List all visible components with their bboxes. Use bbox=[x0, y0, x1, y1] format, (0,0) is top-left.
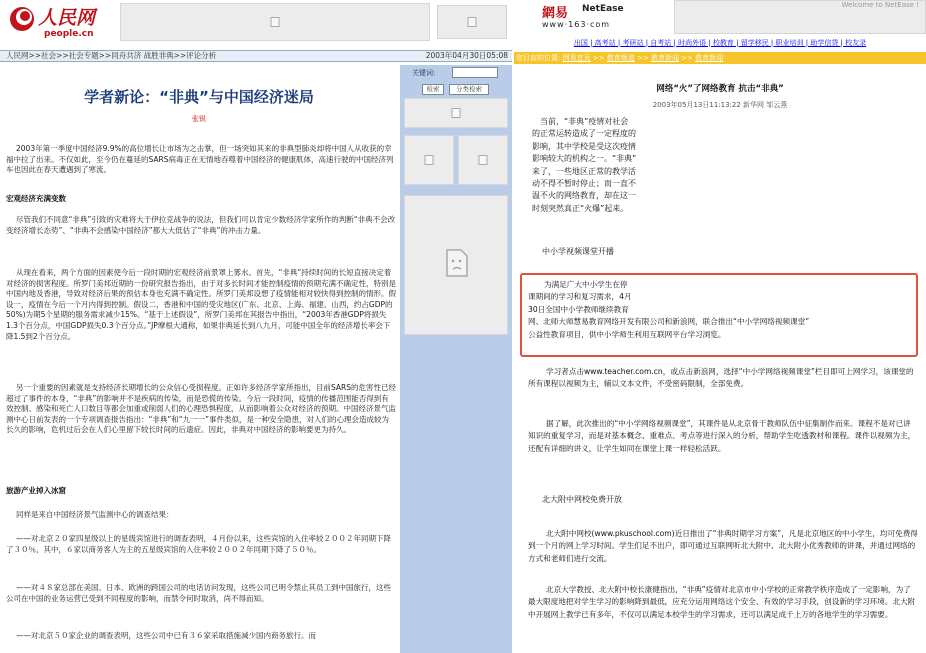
article-paragraph: 北京大学教授、北大附中校长康健指出，“非典”疫情对北京市中小学校的正常教学秩序造成了一定影响，为了最大限度地把对学生学习的影响降到最低，应充分运用网络这个安全、有效的学习手段，创设新的学习环境。北大附中开展网上教学已有多年，不仅可以满足本校学生的学习需求，还可以满足成千上万的各地学生的学习需要。 bbox=[528, 585, 916, 619]
article-title: 学者新论：“非典”与中国经济迷局 bbox=[84, 88, 314, 106]
location-link-edu[interactable]: 教育频道 bbox=[606, 54, 635, 62]
broken-image-icon bbox=[452, 108, 461, 118]
intro-line: 温不火的网络教育，却在这一 bbox=[532, 191, 636, 201]
broken-image-icon bbox=[479, 155, 488, 165]
sidebar-ad-3[interactable] bbox=[458, 135, 508, 185]
people-logo-text: 人民网 bbox=[38, 7, 96, 29]
intro-line: 影响，其中学校是受这次疫情 bbox=[532, 141, 636, 151]
section-heading: 北大附中网校免费开放 bbox=[542, 495, 622, 504]
keyword-label: 关键词: bbox=[412, 69, 436, 77]
category-search-button[interactable]: 分类检索 bbox=[449, 84, 489, 95]
article-meta: 2003年05月13日11:13:22 新华网 邹云燕 bbox=[652, 101, 788, 109]
netease-logo[interactable] bbox=[542, 2, 652, 34]
intro-line: 动不得不暂时停止；而一直不 bbox=[532, 179, 636, 189]
netease-page bbox=[514, 0, 926, 653]
article-paragraph: 2003年第一季度中国经济9.9%的高位增长让市场为之击掌，但一场突如其来的非典型肺炎却将中国人从收获的幸福中拉了出来。不仅如此，至今仍在蔓延的SARS病毒正在无情地吞噬着中国经济的健康肌体，高速行驶的中国经济列车也因此在春天遭遇到了寒流。 bbox=[6, 144, 394, 175]
intro-line: 来了，一些地区正常的教学活 bbox=[532, 166, 636, 176]
broken-image-icon bbox=[425, 155, 434, 165]
article-paragraph: 从现在看来，两个方面的因素使今后一段时期的宏观经济前景罩上雾水。首先，“非典”持续时间的长短直接决定着对经济的损害程度。所罗门美邦近期的一份研究报告指出，由于对多长时间才能控制疫情的预期充满不确定性，特别是中国内地及香港，导致对经济后果的预估本身也充满不确定性。所罗门美邦设想了疫情能相对较快得到控制的情形。假设一，疫情在今后一个月内得到控制。假设二，香港和中国的受灾地区(广东、北京、上海、福建、山西，约占GDP的50%)为期5个星期的服务需求减少15%。“基于上述假设”，所罗门美邦在其报告中指出，“2003年香港GDP将损失1.3个百分点，中国GDP损失0.3个百分点。”JP摩根大通称，如果非典延长到八九月，可能中国全年的经济增长率会下降1.5到2个百分点。 bbox=[6, 268, 396, 341]
side-banner-ad[interactable] bbox=[437, 5, 507, 39]
location-prefix: 您目前的位置: bbox=[516, 54, 561, 62]
location-link-home[interactable]: 网易首页 bbox=[562, 54, 591, 62]
netease-logo-en: NetEase bbox=[582, 4, 624, 14]
article-paragraph: 同样是来自中国经济景气监测中心的调查结果： bbox=[16, 510, 174, 519]
location-bar: 您目前的位置: 网易首页 >> 教育频道 >> 教育新闻 >> 教育新闻 bbox=[514, 52, 926, 64]
sidebar-ad-4[interactable] bbox=[404, 195, 508, 335]
sidebar-ad-2[interactable] bbox=[404, 135, 454, 185]
sidebar-ad-1[interactable] bbox=[404, 98, 508, 128]
banner-ad[interactable] bbox=[120, 3, 430, 41]
article-intro bbox=[532, 116, 682, 215]
location-link-news-2[interactable]: 教育新闻 bbox=[695, 54, 724, 62]
netease-logo-url: www·163·com bbox=[542, 20, 611, 29]
search-button[interactable]: 检索 bbox=[422, 84, 444, 95]
broken-image-icon bbox=[468, 17, 477, 27]
channel-nav[interactable]: 出国 | 高考站 | 考研站 | 自考站 | 时尚外语 | 校教育 | 留学移民 | 职业培训 | 助学信贷 | 校友录 bbox=[573, 39, 867, 47]
highlight-line: 公益性教育项目，供中小学师生利用互联网平台学习浏览。 bbox=[528, 329, 726, 339]
breadcrumb-path[interactable]: 人民网>>社会>>社会专题>>同舟共济 战胜非典>>评论分析 bbox=[6, 51, 217, 60]
article-author[interactable]: 张锐 bbox=[192, 115, 206, 123]
people-logo-icon bbox=[8, 5, 36, 33]
highlighted-paragraph bbox=[528, 279, 914, 341]
highlight-line: 为满足广大中小学生在停 bbox=[544, 280, 628, 289]
article-title: 网络“火”了网络教育 抗击“非典” bbox=[656, 84, 784, 94]
article-paragraph: 据了解，此次推出的“中小学网络视频课堂”，其课件是从北京骨干教师队伍中征集制作而来。课程不是对已讲知识的重复学习，而是对基本概念、重难点、考点等进行深入的分析，帮助学生吃透教材和课程。课件以视频为主，还配有详细的讲义，让学生如同在课堂上课一样轻松活跃。 bbox=[528, 419, 916, 453]
welcome-banner[interactable] bbox=[674, 0, 926, 34]
people-logo[interactable] bbox=[8, 3, 113, 43]
location-link-news[interactable]: 教育新闻 bbox=[650, 54, 679, 62]
people-logo-url: people.cn bbox=[44, 29, 94, 39]
section-heading: 宏观经济充满变数 bbox=[6, 194, 66, 203]
breadcrumb bbox=[0, 50, 512, 62]
article-paragraph: 学习者点击www.teacher.com.cn，或点击新浪网，选择“中小学网络视频课堂”栏目即可上网学习，该课堂的所有课程以视频为主，辅以文本文件，不受密码限制，全部免费。 bbox=[528, 367, 914, 389]
section-heading: 旅游产业掉入冰窟 bbox=[6, 486, 66, 495]
highlight-line: 课期间的学习和复习需求，4月 bbox=[528, 292, 632, 302]
publish-date: 2003年04月30日05:08 bbox=[425, 51, 508, 60]
highlight-line: 30日全国中小学教师继续教育 bbox=[528, 304, 629, 314]
intro-line: 当前，“非典”疫情对社会 bbox=[540, 117, 629, 126]
article-paragraph: 另一个重要的因素就是支持经济长期增长的公众信心受损程度。正如许多经济学家所指出，目前SARS的危害性已经超过了事件的本身，“非典”的影响并不是疾病的传染，而是恐慌的传染。今后一段时间，疫情的传播范围能否得到有效控制、感染和死亡人口数目等都会加重或削弱人们的心理恐惧程度，从而影响着公众对经济的预期。中国经济景气监测中心日前发表的一个专项调查报告指出：“非典”和“九一一”事件类似，是一种安全隐患，对人们的心理会造成较为长久的影响，危机过后会在人们心里留下较长时间的后遗症。因此，非典对中国经济的影响要更为持久。 bbox=[6, 383, 396, 435]
netease-logo-cn: 網易 bbox=[542, 6, 569, 21]
broken-image-icon bbox=[271, 17, 280, 27]
article-paragraph: 尽管我们不同意“非典”引致的灾难将大于伊拉克战争的说法，但我们可以肯定少数经济学家所作的判断“非典不会改变经济增长态势”、“非典不会感染中国经济”都大大低估了“非典”的冲击力量。 bbox=[6, 215, 396, 235]
keyword-search-input[interactable] bbox=[452, 67, 498, 78]
intro-line: 的正常运转造成了一定程度的 bbox=[532, 129, 636, 139]
highlight-line: 网、北师大师慧易教育网络开发有限公司和新浪网，联合推出“中小学网络视频课堂” bbox=[528, 317, 810, 327]
intro-line: 影响较大的机构之一。“非典” bbox=[532, 154, 637, 164]
article-paragraph: ——对４８家总部在美国、日本、欧洲的跨国公司的电话访问发现，这些公司已明令禁止其员工到中国旅行，这些公司在中国的业务运营已受到不同程度的影响，而禁令何时取消，尚不得而知。 bbox=[6, 583, 391, 603]
section-heading: 中小学视频课堂开播 bbox=[542, 247, 614, 256]
welcome-text: Welcome to NetEase ! bbox=[841, 1, 919, 9]
article-paragraph: ——对北京２０家四星级以上的星级宾馆进行的调查表明，４月份以来，这些宾馆的入住率较２００２年同期下降了３０％，其中，６家以商务客人为主的五星级宾馆的入住率较２００２年同期下降了５０％。 bbox=[6, 534, 391, 554]
right-sidebar bbox=[400, 65, 512, 653]
broken-image-icon bbox=[445, 248, 469, 278]
article-paragraph: ——对北京５０家企业的调查表明，这些公司中已有３６家采取措施减少国内商务旅行。而 bbox=[16, 631, 316, 640]
article-paragraph: 北大附中网校(www.pkuschool.com)近日推出了“非典时期学习方案”，凡是北京地区的中小学生，均可免费得到一个月的网上学习时间。学生们足不出户，即可通过互联网听北大附中、北大附小优秀教师的讲课，并通过网络的方式和老师们进行交流。 bbox=[528, 529, 918, 563]
intro-line: 时刻突然真正“火爆”起来。 bbox=[532, 203, 629, 213]
